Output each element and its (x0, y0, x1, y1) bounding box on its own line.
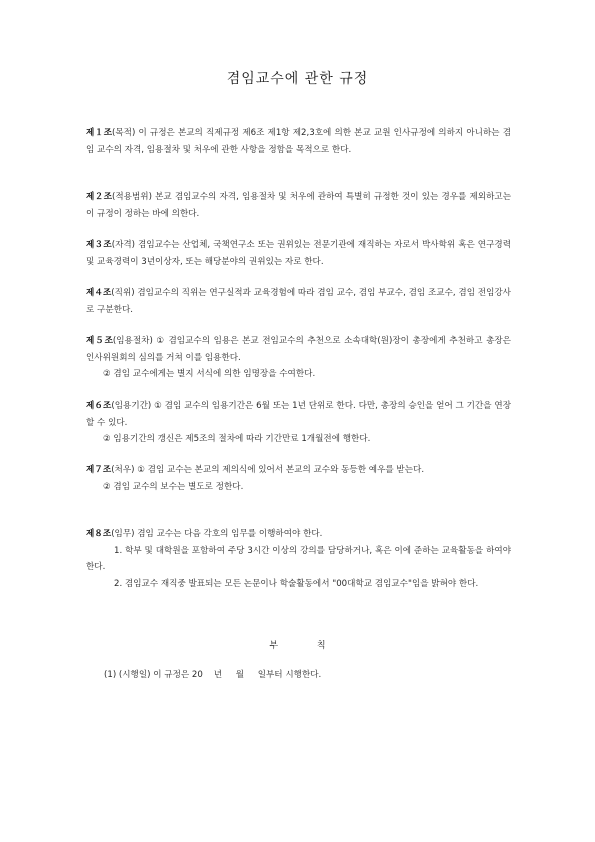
article-paragraph: ② 겸임 교수에게는 별지 서식에 의한 임명장을 수여한다. (103, 369, 316, 379)
article-2 (86, 189, 511, 222)
article-7 (86, 462, 511, 495)
article-number: 제４조 (86, 288, 112, 298)
appendix-title: 부 칙 (269, 641, 326, 651)
article-number: 제６조 (86, 401, 112, 411)
article-number: 제７조 (86, 465, 112, 475)
article-text: (임무) 겸임 교수는 다음 각호의 임무를 이행하여야 한다. (111, 529, 323, 539)
article-text: (임용기간) ① 겸임 교수의 임용기간은 6월 또는 1년 단위로 한다. 다만, 총장의 승인을 얻어 그 기간을 연장할 수 있다. (86, 401, 511, 428)
article-8 (86, 526, 511, 592)
article-text: (처우) ① 겸임 교수는 본교의 제의식에 있어서 본교의 교수와 동등한 예우를 받는다. (111, 465, 425, 475)
article-text: (목적) 이 규정은 본교의 직제규정 제6조 제1항 제2,3호에 의한 본교 교원 인사규정에 의하지 아니하는 겸임 교수의 자격, 임용절차 및 처우에 관한 사항을 정함을 목적으로 한다. (86, 128, 511, 155)
article-3 (86, 237, 511, 270)
article-paragraph: ② 임용기간의 갱신은 제5조의 절차에 따라 기간만료 1개월전에 행한다. (103, 434, 371, 444)
article-item: 2. 겸임교수 재직중 발표되는 모든 논문이나 학술활동에서 "00대학교 겸임교수"임을 밝혀야 한다. (114, 578, 479, 589)
article-number: 제５조 (86, 336, 113, 346)
article-number: 제１조 (86, 128, 113, 138)
article-4 (86, 285, 511, 318)
article-text: (적용범위) 본교 겸임교수의 자격, 임용절차 및 처우에 관하여 특별히 규정한 것이 있는 경우를 제외하고는 이 규정이 정하는 바에 의한다. (86, 192, 511, 219)
article-item: 1. 학부 및 대학원을 포함하여 주당 3시간 이상의 강의를 담당하거나, 혹은 이에 준하는 교육활동을 하여야 한다. (86, 545, 511, 572)
article-text: (자격) 겸임교수는 산업체, 국책연구소 또는 권위있는 전문기관에 재직하는 자로서 박사학위 혹은 연구경력 및 교육경력이 3년이상자, 또는 해당분야의 권위있는 자로 한다. (86, 240, 511, 267)
article-number: 제２조 (86, 192, 113, 202)
article-text: (임용절차) ① 겸임교수의 임용은 본교 전임교수의 추천으로 소속대학(원)장이 총장에게 추천하고 총장은 인사위원회의 심의를 거쳐 이를 임용한다. (86, 336, 511, 363)
article-1 (86, 125, 511, 158)
article-number: 제８조 (86, 529, 112, 539)
article-6 (86, 398, 511, 448)
article-number: 제３조 (86, 240, 112, 250)
article-paragraph: ② 겸임 교수의 보수는 별도로 정한다. (103, 481, 244, 492)
appendix-item: (1) (시행일) 이 규정은 20 년 월 일부터 시행한다. (104, 670, 322, 680)
document-title: 겸임교수에 관한 규정 (226, 71, 369, 87)
article-5 (86, 333, 511, 383)
article-text: (직위) 겸임교수의 직위는 연구실적과 교육경험에 따라 겸임 교수, 겸임 부교수, 겸임 조교수, 겸임 전임강사로 구분한다. (86, 288, 511, 315)
